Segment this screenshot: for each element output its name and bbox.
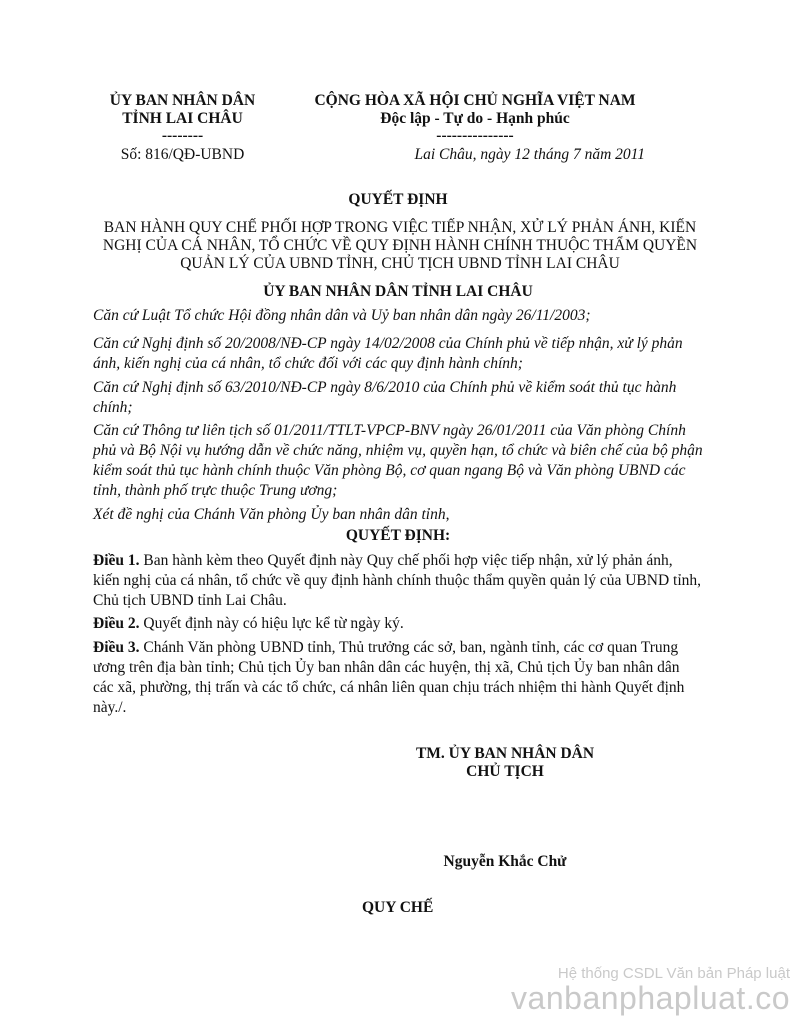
national-motto-block xyxy=(290,92,660,164)
article-1 xyxy=(93,551,703,611)
signer-name: Nguyễn Khắc Chử xyxy=(443,853,567,870)
decision-heading: QUYẾT ĐỊNH: xyxy=(345,527,451,544)
national-title: CỘNG HÒA XÃ HỘI CHỦ NGHĨA VIỆT NAM xyxy=(314,92,636,109)
proposal-line: Xét đề nghị của Chánh Văn phòng Ủy ban nhân dân tỉnh, xyxy=(93,506,450,523)
issuing-authority-block xyxy=(100,92,265,164)
article-2 xyxy=(93,614,703,634)
national-motto: Độc lập - Tự do - Hạnh phúc xyxy=(380,110,570,127)
watermark-line-1: Hệ thống CSDL Văn bản Pháp luật xyxy=(557,965,790,982)
watermark-site[interactable]: vanbanphapluat.co xyxy=(511,980,790,1016)
signature-title-1: TM. ỦY BAN NHÂN DÂN xyxy=(415,745,595,762)
legal-basis-2: Căn cứ Nghị định số 20/2008/NĐ-CP ngày 14/02/2008 của Chính phủ về tiếp nhận, xử lý phản ánh, kiến nghị của cá nhân, tổ chức đối với các quy định hành chính; xyxy=(93,335,683,372)
legal-basis-4: Căn cứ Thông tư liên tịch số 01/2011/TTLT-VPCP-BNV ngày 26/01/2011 của Văn phòng Chính phủ và Bộ Nội vụ hướng dẫn về chức năng, nhiệm vụ, quyền hạn, tổ chức và biên chế của bộ phận kiểm soát thủ tục hành chính thuộc Văn phòng Bộ, cơ quan ngang Bộ và Văn phòng UBND các tỉnh, thành phố trực thuộc Trung ương; xyxy=(93,422,703,499)
article-3-text: Chánh Văn phòng UBND tỉnh, Thủ trưởng các sở, ban, ngành tỉnh, các cơ quan Trung ương trên địa bàn tỉnh; Chủ tịch Ủy ban nhân dân các huyện, thị xã, Chủ tịch Ủy ban nhân dân các xã, phường, thị trấn và các tổ chức, cá nhân liên quan chịu trách nhiệm thi hành Quyết định này./. xyxy=(93,639,685,716)
article-3 xyxy=(93,638,703,718)
legal-basis-1: Căn cứ Luật Tổ chức Hội đồng nhân dân và Uỷ ban nhân dân ngày 26/11/2003; xyxy=(93,307,591,324)
issuer-heading: ỦY BAN NHÂN DÂN TỈNH LAI CHÂU xyxy=(263,283,533,300)
next-section-title: QUY CHẾ xyxy=(362,899,434,916)
article-2-label: Điều 2. xyxy=(93,615,140,632)
authority-line-1: ỦY BAN NHÂN DÂN xyxy=(109,92,256,109)
place-date: Lai Châu, ngày 12 tháng 7 năm 2011 xyxy=(414,146,645,163)
article-3-label: Điều 3. xyxy=(93,639,140,656)
document-subject: BAN HÀNH QUY CHẾ PHỐI HỢP TRONG VIỆC TIẾP NHẬN, XỬ LÝ PHẢN ÁNH, KIẾN NGHỊ CỦA CÁ NHÂN, TỔ CHỨC VỀ QUY ĐỊNH HÀNH CHÍNH THUỘC THẨM QUYỀN QUẢN LÝ CỦA UBND TỈNH, CHỦ TỊCH UBND TỈNH LAI CHÂU xyxy=(102,219,698,272)
authority-separator: -------- xyxy=(161,127,204,144)
article-2-text: Quyết định này có hiệu lực kể từ ngày ký. xyxy=(139,615,404,632)
article-1-label: Điều 1. xyxy=(93,552,140,569)
legal-basis-3: Căn cứ Nghị định số 63/2010/NĐ-CP ngày 8/6/2010 của Chính phủ về kiểm soát thủ tục hành chính; xyxy=(93,379,677,416)
authority-line-2: TỈNH LAI CHÂU xyxy=(122,110,243,127)
motto-separator: --------------- xyxy=(436,127,514,144)
signature-title-2: CHỦ TỊCH xyxy=(466,763,544,780)
article-1-text: Ban hành kèm theo Quyết định này Quy chế phối hợp việc tiếp nhận, xử lý phản ánh, kiến nghị của cá nhân, tổ chức về quy định hành chính thuộc thẩm quyền quản lý của UBND tỉnh, Chủ tịch UBND tỉnh Lai Châu. xyxy=(93,552,702,609)
document-type: QUYẾT ĐỊNH xyxy=(348,191,448,208)
document-number: Số: 816/QĐ-UBND xyxy=(120,146,245,163)
signature-block xyxy=(385,745,625,781)
